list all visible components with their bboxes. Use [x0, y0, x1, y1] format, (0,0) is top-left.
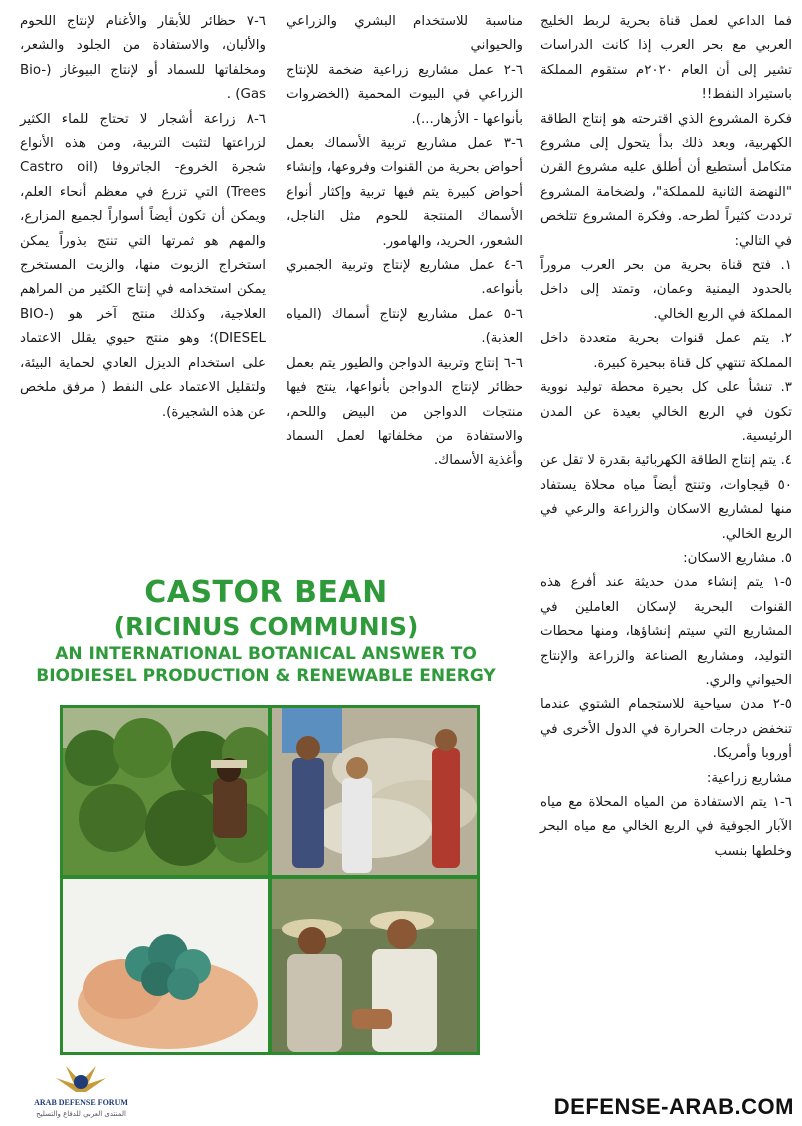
article-column-middle: [286, 10, 523, 474]
paragraph: ٦-٨ زراعة أشجار لا تحتاج للماء الكثير لزراعتها لتثبت التربية، ومن هذه الأنواع شجرة الخروع- الجاتروفا (Castro oil Trees) التي تزرع في معظم أنحاء العلم، ويمكن أن تكون أيضاً أسواراً لجميع المزارع، والمهم هو ثمرتها التي تنتج بذوراً يمكن استخراج الزيوت منها، والزيت المستخرج يمكن استخدامه في إنتاج الكثير من المراهم العلاجية، وكذلك منتج آخر هو (BIO-DIESEL)؛ وهو منتج حيوي يقلل الاعتماد على استخدام الديزل العادي لحماية البيئة، ولتقليل الاعتماد على النفط ( مرفق ملخص عن هذه الشجيرة).: [20, 111, 266, 420]
paragraph: ٦-٤ عمل مشاريع لإنتاج وتربية الجمبري بأنواعه.: [286, 258, 523, 298]
arab-defense-forum-logo: [6, 1062, 156, 1122]
poster-tagline-1: AN INTERNATIONAL BOTANICAL ANSWER TO: [55, 644, 477, 664]
logo-subtext: المنتدى العربي للدفاع والتسليح: [36, 1110, 126, 1118]
photo-collage: [60, 705, 480, 1055]
paragraph: فما الداعي لعمل قناة بحرية لربط الخليج العربي مع بحر العرب إذا كانت الدراسات تشير إلى أن العام ٢٠٢٠م ستقوم المملكة باستيراد النفط!!: [540, 14, 792, 103]
paragraph: ٦-١ يتم الاستفادة من المياه المحلاة مع مياه الآبار الجوفية في الربع الخالي مع مياه البحر وخلطها بنسب: [540, 795, 792, 859]
article-column-left: [20, 10, 266, 425]
section-heading: مشاريع زراعية:: [706, 770, 792, 786]
paragraph: ٦-٦ إنتاج وتربية الدواجن والطيور يتم بعمل حظائر لإنتاج الدواجن بأنواعها، ينتج فيها منتجات الدواجن من البيض واللحم، والاستفادة من مخلفاتها لعمل السماد وأغذية الأسماك.: [286, 355, 523, 469]
site-url[interactable]: DEFENSE-ARAB.COM: [553, 1094, 794, 1119]
paragraph: مناسبة للاستخدام البشري والزراعي والحيواني: [286, 14, 523, 54]
section-heading: ٥. مشاريع الاسكان:: [683, 550, 792, 566]
paragraph: ٦-٢ عمل مشاريع زراعية ضخمة للإنتاج الزراعي في البيوت المحمية (الخضروات بأنواعها - الأزهار...).: [286, 62, 523, 127]
paragraph: ٦-٥ عمل مشاريع لإنتاج أسماك (المياه العذبة).: [286, 306, 523, 347]
paragraph: ٦-٣ عمل مشاريع تربية الأسماك بعمل أحواض بحرية من القنوات وفروعها، وإنشاء أحواض كبيرة يتم فيها تربية وإكثار أنواع الأسماك المنتجة للحوم مثل الناجل، الشعور، الحريد، والهامور.: [286, 136, 523, 249]
article-column-right: [540, 10, 792, 864]
poster-subtitle: (RICINUS COMMUNIS): [113, 612, 419, 641]
paragraph: ٤. يتم إنتاج الطاقة الكهربائية بقدرة لا تقل عن ٥٠ قيجاوات، وتنتج أيضاً مياه محلاة يستفاد منها لمشاريع الاسكان والزراعة والرعي في الربع الخالي.: [540, 453, 792, 542]
poster-title: CASTOR BEAN: [144, 575, 388, 610]
logo-text: ARAB DEFENSE FORUM: [34, 1098, 128, 1107]
farmers-photo: [272, 879, 477, 1052]
sacks-photo: [272, 708, 477, 875]
castor-bean-poster: [16, 575, 516, 1065]
castor-plants-photo: [63, 708, 268, 875]
castor-seeds-photo: [63, 879, 268, 1052]
paragraph: فكرة المشروع الذي اقترحته هو إنتاج الطاقة الكهربية، وبعد ذلك بدأ يتحول إلى مشروع متكامل أستطيع أن أطلق عليه مشروع القرن "النهضة الثانية للمملكة"، ولضخامة المشروع ترددت كثيراً لطرحه. وفكرة المشروع تتلخص في التالي:: [540, 111, 792, 249]
paragraph: ٥-٢ مدن سياحية للاستجمام الشتوي عندما تنخفض درجات الحرارة في الدول الأخرى في أوروبا وأمريكا.: [540, 697, 792, 762]
paragraph: ١. فتح قناة بحرية من بحر العرب مروراً بالحدود اليمنية وعمان، وتمتد إلى داخل المملكة في الربع الخالي.: [540, 258, 792, 322]
paragraph: ٢. يتم عمل قنوات بحرية متعددة داخل المملكة تنتهي كل قناة ببحيرة كبيرة.: [540, 331, 792, 371]
poster-tagline-2: BIODIESEL PRODUCTION & RENEWABLE ENERGY: [36, 666, 496, 686]
paragraph: ٥-١ يتم إنشاء مدن حديثة عند أفرع هذه القنوات البحرية لإسكان العاملين في المشاريع التي سيتم إنشاؤها، ومنها محطات التوليد، ومشاريع الصناعة والزراعة والإنتاج الحيواني والري.: [540, 575, 792, 688]
paragraph: ٣. تنشأ على كل بحيرة محطة توليد نووية تكون في الربع الخالي بعيدة عن المدن الرئيسية.: [540, 380, 792, 444]
paragraph: ٦-٧ حظائر للأبقار والأغنام لإنتاج اللحوم والألبان، والاستفادة من الجلود والشعر، ومخلفاتها للسماد أو لإنتاج البيوغاز (Bio-Gas) .: [20, 14, 266, 103]
